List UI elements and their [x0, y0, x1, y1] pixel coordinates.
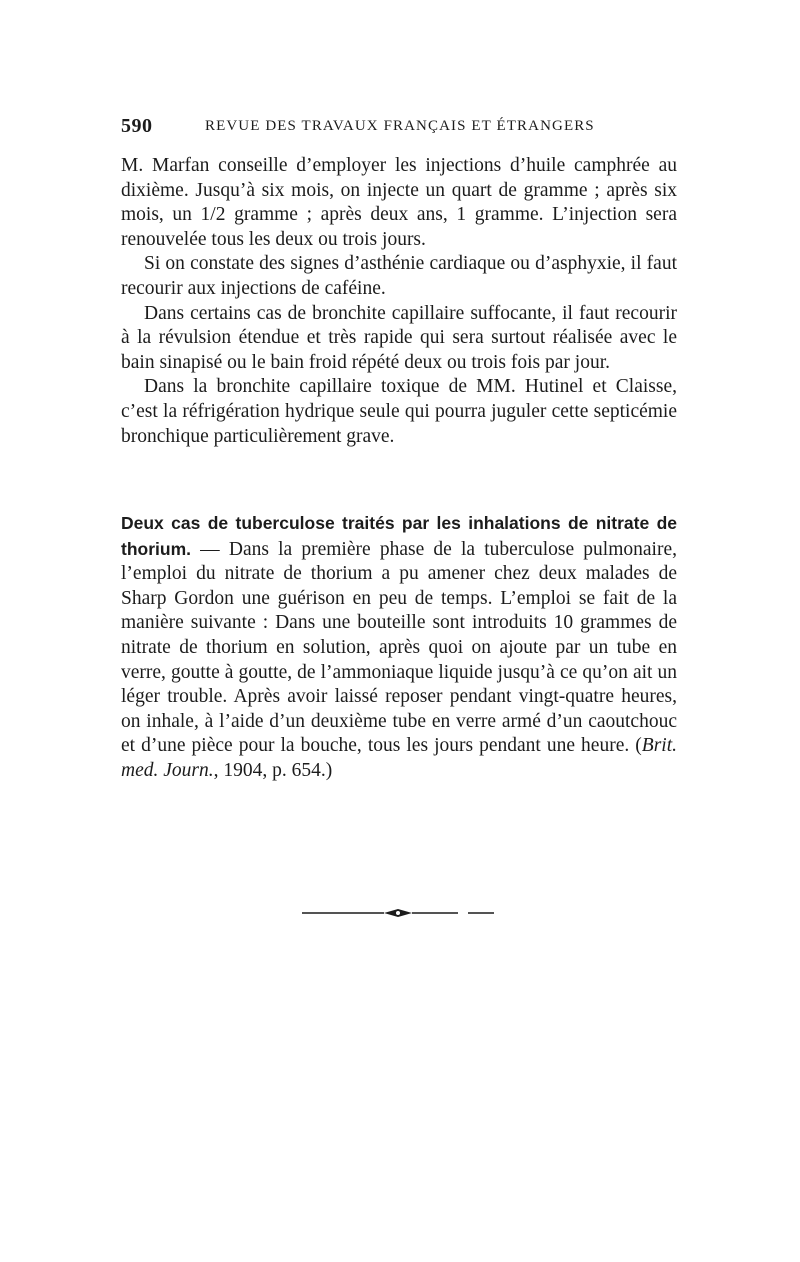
citation-journal: Brit. med. Journ.	[121, 735, 677, 781]
section-camphor-treatment	[121, 154, 677, 449]
section-thorium-article	[121, 511, 677, 784]
running-title: REVUE DES TRAVAUX FRANÇAIS ET ÉTRANGERS	[205, 118, 595, 134]
article-body: — Dans la première phase de la tuberculose pulmonaire, l’emploi du nitrate de thorium a pu amener chez deux malades de Sharp Gordon une guérison en peu de temps. L’emploi se fait de la manière suivante : Dans une bouteille sont introduits 10 grammes de nitrate de thorium en solution, après quoi on ajoute par un tube en verre, goutte à goutte, de l’ammoniaque liquide jusqu’à ce qu’on ait un léger trouble. Après avoir laissé reposer pendant vingt-quatre heures, on inhale, à l’aide d’un deuxième tube en verre armé d’un caoutchouc et d’une pièce pour la bouche, tous les jours pendant une heure. (	[121, 538, 677, 757]
divider-ornament-icon	[302, 906, 494, 920]
article-heading: Deux cas de tuberculose traités par les inhalations de nitrate de thorium.	[121, 513, 677, 559]
page-number: 590	[121, 115, 153, 137]
paragraph: Si on constate des signes d’asthénie cardiaque ou d’asphyxie, il faut recourir aux injections de caféine.	[121, 253, 677, 299]
citation-rest: , 1904, p. 654.)	[213, 759, 333, 781]
paragraph: M. Marfan conseille d’employer les injections d’huile camphrée au dixième. Jusqu’à six mois, on injecte un quart de gramme ; après six mois, un 1/2 gramme ; après deux ans, 1 gramme. L’injection sera renouvelée tous les deux ou trois jours.	[121, 155, 677, 250]
paragraph: Dans certains cas de bronchite capillaire suffocante, il faut recourir à la révulsion étendue et très rapide qui sera surtout réalisée avec le bain sinapisé ou le bain froid répété deux ou trois fois par jour.	[121, 302, 677, 373]
page-header	[121, 115, 677, 143]
article-paragraph	[121, 511, 677, 784]
paragraph: Dans la bronchite capillaire toxique de MM. Hutinel et Claisse, c’est la réfrigération hydrique seule qui pourra juguler cette septicémie bronchique particulièrement grave.	[121, 376, 677, 447]
